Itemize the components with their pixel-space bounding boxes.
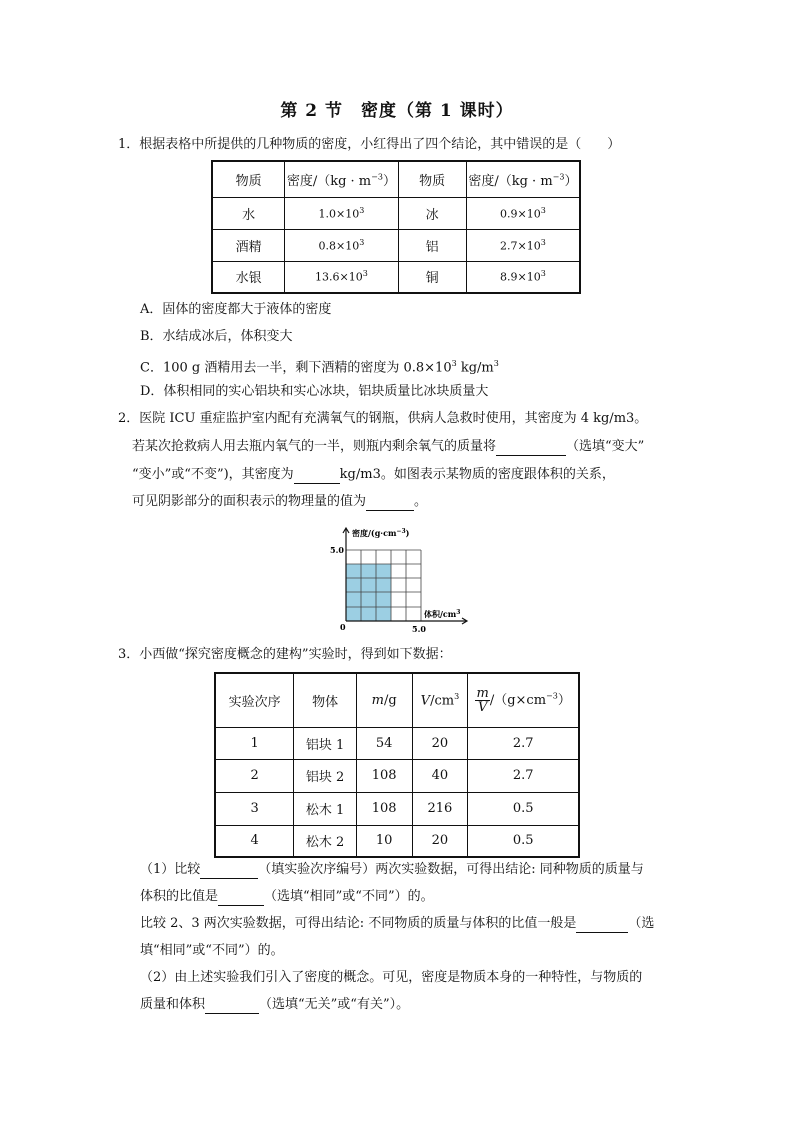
y-axis-label: 密度$/(g\cdot cm^{-3})$: [352, 528, 410, 538]
origin-label: 0: [340, 622, 346, 632]
table-cell: 1: [215, 727, 294, 759]
table-cell: 216: [412, 792, 468, 825]
table-cell: $13.6\times 10^3$: [285, 261, 398, 293]
table-row: [215, 825, 579, 857]
table-cell: 冰: [398, 197, 466, 229]
header-cell: $V/cm^3$: [412, 673, 468, 727]
table-cell: $2.7\times 10^3$: [466, 229, 580, 261]
table-row: [212, 261, 580, 293]
q1-option-c: C．100 g 酒精用去一半，剩下酒精的密度为 $0.8\times 10^3$ $kg/m^3$: [140, 359, 499, 376]
q1-stem: 1．根据表格中所提供的几种物质的密度，小红得出了四个结论，其中错误的是（ ）: [118, 137, 621, 152]
table-cell: $0.8\times 10^3$: [285, 229, 398, 261]
table-cell: 铝: [398, 229, 466, 261]
table-cell: 铝块 2: [294, 759, 356, 792]
header-cell: $\frac{m}{V}$ $/(g\times cm^{-3})$: [468, 673, 579, 727]
table-cell: $0.9\times 10^3$: [466, 197, 580, 229]
header-cell: 实验次序: [215, 673, 294, 727]
table-cell: 108: [356, 792, 412, 825]
table-cell: 4: [215, 825, 294, 857]
table-cell: 2.7: [468, 727, 579, 759]
mass-over-volume-fraction: $\frac{m}{V}$: [476, 685, 489, 715]
q3-answer-blank-4[interactable]: [205, 999, 259, 1014]
q1-option-d: D．体积相同的实心铝块和实心冰块，铝块质量比冰块质量大: [140, 384, 489, 399]
density-volume-graph: [326, 524, 486, 636]
q2-line1: 2．医院 ICU 重症监护室内配有充满氧气的钢瓶，供病人急救时使用，其密度为 4 kg/m3。: [118, 411, 648, 426]
q3-part1-line4: 填“相同”或“不同”）的。: [140, 943, 284, 958]
q3-part1-line2: 体积的比值是 （选填“相同”或“不同”）的。: [140, 889, 434, 904]
header-cell: 物质: [212, 161, 285, 197]
q3-part1-line1: （1）比较 （填实验次序编号）两次实验数据，可得出结论: 同种物质的质量与: [140, 862, 644, 877]
q1-option-a: A．固体的密度都大于液体的密度: [140, 302, 332, 317]
table-cell: 松木 2: [294, 825, 356, 857]
table-cell: 3: [215, 792, 294, 825]
q3-stem: 3．小西做“探究密度概念的建构”实验时，得到如下数据：: [118, 647, 452, 662]
table-row: [215, 792, 579, 825]
table-row: [215, 759, 579, 792]
header-cell: 物质: [398, 161, 466, 197]
table-cell: $8.9\times 10^3$: [466, 261, 580, 293]
table-row: [215, 727, 579, 759]
header-cell: 密度$/(kg \cdot m^{-3})$: [466, 161, 580, 197]
table-cell: 松木 1: [294, 792, 356, 825]
x-axis-label: 体积$/cm^3$: [424, 609, 461, 619]
table-cell: 水: [212, 197, 285, 229]
q1-option-b: B．水结成冰后，体积变大: [140, 329, 293, 344]
q3-answer-blank-3[interactable]: [576, 918, 628, 933]
table-row: [212, 229, 580, 261]
q3-part1-line3: 比较 2、3 两次实验数据，可得出结论: 不同物质的质量与体积的比值一般是 （选: [140, 916, 655, 931]
q2-answer-blank-3[interactable]: [366, 496, 414, 511]
table-cell: 20: [412, 825, 468, 857]
q3-answer-blank-2[interactable]: [218, 891, 264, 906]
page-title: 第 2 节 密度（第 1 课时）: [280, 101, 514, 121]
table-cell: 2.7: [468, 759, 579, 792]
table-cell: 10: [356, 825, 412, 857]
table-cell: $1.0\times 10^3$: [285, 197, 398, 229]
q3-experiment-table: [214, 672, 580, 858]
table-cell: 54: [356, 727, 412, 759]
q2-line3: “变小”或“不变”)，其密度为 kg/m3。如图表示某物质的密度跟体积的关系，: [132, 467, 615, 482]
header-cell: 物体: [294, 673, 356, 727]
shaded-area: [346, 564, 391, 621]
table-cell: 0.5: [468, 825, 579, 857]
table-cell: 水银: [212, 261, 285, 293]
table-cell: 20: [412, 727, 468, 759]
q1-density-table: [211, 160, 581, 294]
table-cell: 铝块 1: [294, 727, 356, 759]
q3-answer-blank-1[interactable]: [200, 864, 258, 879]
header-cell: 密度$/(kg \cdot m^{-3})$: [285, 161, 398, 197]
x-tick-label: 5.0: [412, 624, 426, 634]
table-cell: 酒精: [212, 229, 285, 261]
q3-part2-line2: 质量和体积 （选填“无关”或“有关”）。: [140, 997, 410, 1012]
table-header-row: [215, 673, 579, 727]
table-cell: 108: [356, 759, 412, 792]
header-cell: m/g: [356, 673, 412, 727]
table-row: [212, 197, 580, 229]
q2-line2: 若某次抢救病人用去瓶内氧气的一半，则瓶内剩余氧气的质量将 （选填“变大”: [132, 439, 645, 454]
y-tick-label: 5.0: [330, 545, 344, 555]
q2-answer-blank-1[interactable]: [496, 441, 566, 456]
table-header-row: [212, 161, 580, 197]
q2-line4: 可见阴影部分的面积表示的物理量的值为 。: [132, 494, 428, 509]
q2-answer-blank-2[interactable]: [294, 469, 340, 484]
table-cell: 40: [412, 759, 468, 792]
q3-part2-line1: （2）由上述实验我们引入了密度的概念。可见，密度是物质本身的一种特性，与物质的: [140, 970, 643, 985]
table-cell: 铜: [398, 261, 466, 293]
table-cell: 2: [215, 759, 294, 792]
table-cell: 0.5: [468, 792, 579, 825]
